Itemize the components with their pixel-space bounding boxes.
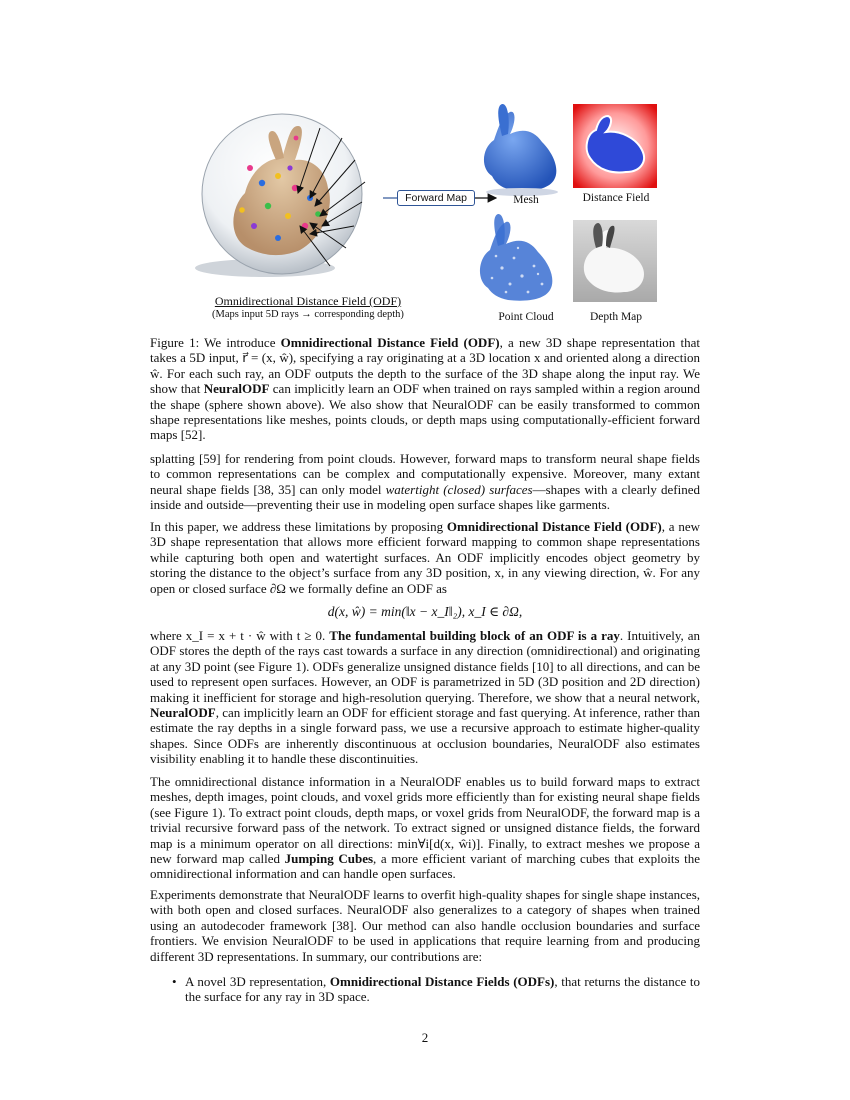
para3-bold2: NeuralODF	[150, 705, 216, 721]
caption-odf-bold: Omnidirectional Distance Field (ODF)	[280, 335, 500, 350]
para2-text-a: In this paper, we address these limitations by proposing	[150, 519, 447, 534]
sphere-title: Omnidirectional Distance Field (ODF)	[214, 294, 402, 308]
distance-field-label: Distance Field	[582, 192, 650, 204]
forward-map-box: Forward Map	[397, 190, 475, 206]
bullet-text-a: A novel 3D representation,	[185, 974, 330, 989]
para4-text-b: , a more efficient variant of marching cubes that exploits the omnidirectional information and can handle open surfaces.	[150, 851, 700, 882]
paragraph-4	[150, 774, 700, 882]
para1-text-a: splatting [59] for rendering from point clouds. However, forward maps to transform neural shape fields to common representations can be complex and computationally expensive. Moreover, many extant neural shape fields [38, 35] can only model	[150, 451, 700, 497]
caption-neuralodf-bold: NeuralODF	[203, 381, 270, 397]
point-cloud-bunny	[480, 214, 552, 301]
para3-text-b: . Intuitively, an ODF stores the depth of the rays cast towards a surface in any direction (omnidirectional) and originating at any 3D point (see Figure 1). ODFs generalize unsigned distance fields [10] to all directions, and can be used to represent open surfaces. However, an ODF is parametrized in 5D (3D position and 2D direction) making it inefficient for storage and high-resolution querying. Therefore, we show that a neural network,	[150, 628, 701, 705]
para4-text-a: The omnidirectional distance information in a NeuralODF enables us to build forward maps to extract meshes, depth images, point clouds, and voxel grids more efficiently than for existing neural shape fields (see Figure 1). To extract point clouds, depth maps, or voxel grids from NeuralODF, the forward map is a trivial recursive forward pass of the network. To extract signed or unsigned distance fields, the forward map is a minimum operator on all directions: min∀i[d(x, ŵi)]. Finally, to extract meshes we propose a new forward map called	[150, 774, 700, 867]
para1-italic: watertight (closed) surfaces	[385, 481, 533, 497]
para1-text-b: —shapes with a clearly defined inside and outside—preventing their use in modeling open surface shapes like garments.	[150, 481, 700, 513]
bullet-text-b: , that returns the distance to the surface for any ray in 3D space.	[185, 974, 700, 1005]
distance-field-image	[573, 104, 657, 188]
page-number: 2	[421, 1030, 429, 1045]
caption-part2: can implicitly learn an ODF when trained on rays sampled within a region around the shape (sphere shown above). We also show that NeuralODF can be easily transformed to common shape representations like meshes, points clouds, or depth maps using computationally-efficient forward maps [52].	[150, 381, 700, 443]
mesh-label: Mesh	[513, 194, 539, 206]
figure-caption	[150, 335, 700, 443]
paragraph-1	[150, 451, 700, 513]
depth-map-label: Depth Map	[589, 311, 643, 323]
para2-bold: Omnidirectional Distance Field (ODF)	[446, 519, 662, 534]
paragraph-3	[150, 628, 700, 767]
paragraph-5	[150, 887, 700, 964]
bullet-dot: •	[172, 974, 177, 989]
point-cloud-label: Point Cloud	[498, 311, 554, 323]
para3-bold: The fundamental building block of an ODF is a ray	[329, 628, 620, 643]
sphere-caption	[188, 294, 428, 322]
para3-text-c: , can implicitly learn an ODF for efficient storage and fast querying. At inference, rather than estimate the ray depths in a single forward pass, we use a recursive approach to estimate higher-quality shapes. Since ODFs are inherently discontinuous at occlusion boundaries, NeuralODF also estimates visibility enabling it to handle these discontinuities.	[150, 705, 700, 767]
para4-bold: Jumping Cubes	[284, 851, 374, 867]
para2-text-b: , a new 3D shape representation that allows more efficient forward mapping to common shape representations while capturing both open and watertight surfaces. An ODF implicitly encodes object geometry by storing the distance to the object’s surface from any 3D position, x, in any viewing direction, ŵ. For any open or closed surface ∂Ω we formally define an ODF as	[150, 519, 700, 596]
contribution-bullet	[172, 974, 700, 1005]
depth-map-image	[573, 220, 657, 302]
figure-1	[150, 98, 700, 328]
caption-prefix: Figure 1: We introduce	[150, 335, 281, 350]
paragraph-2	[150, 519, 700, 596]
mesh-bunny	[484, 104, 558, 196]
caption-part1: , a new 3D shape representation that takes a 5D input, r⃗ = (x, ŵ), specifying a ray originating at a 3D location x and oriented along a direction ŵ. For each such ray, an ODF outputs the depth to the surface of the 3D shape along the input ray. We show that	[150, 335, 700, 397]
para3-text-a: where x_I = x + t · ŵ with t ≥ 0.	[150, 628, 330, 643]
sphere-subtitle: (Maps input 5D rays → corresponding depth)	[212, 309, 404, 320]
odf-equation: d(x, ŵ) = min(‖x − x_I‖₂), x_I ∈ ∂Ω,	[327, 604, 523, 619]
para5-text: Experiments demonstrate that NeuralODF learns to overfit high-quality shapes for single shape instances, with both open and closed surfaces. NeuralODF also generalizes to a category of shapes when trained using an autodecoder framework [38]. Our method can also handle occlusion boundaries and surface frontiers. We envision NeuralODF to be used in applications that require learning from and producing different 3D representations. In summary, our contributions are:	[150, 887, 700, 964]
bullet-bold: Omnidirectional Distance Fields (ODFs)	[329, 974, 555, 989]
